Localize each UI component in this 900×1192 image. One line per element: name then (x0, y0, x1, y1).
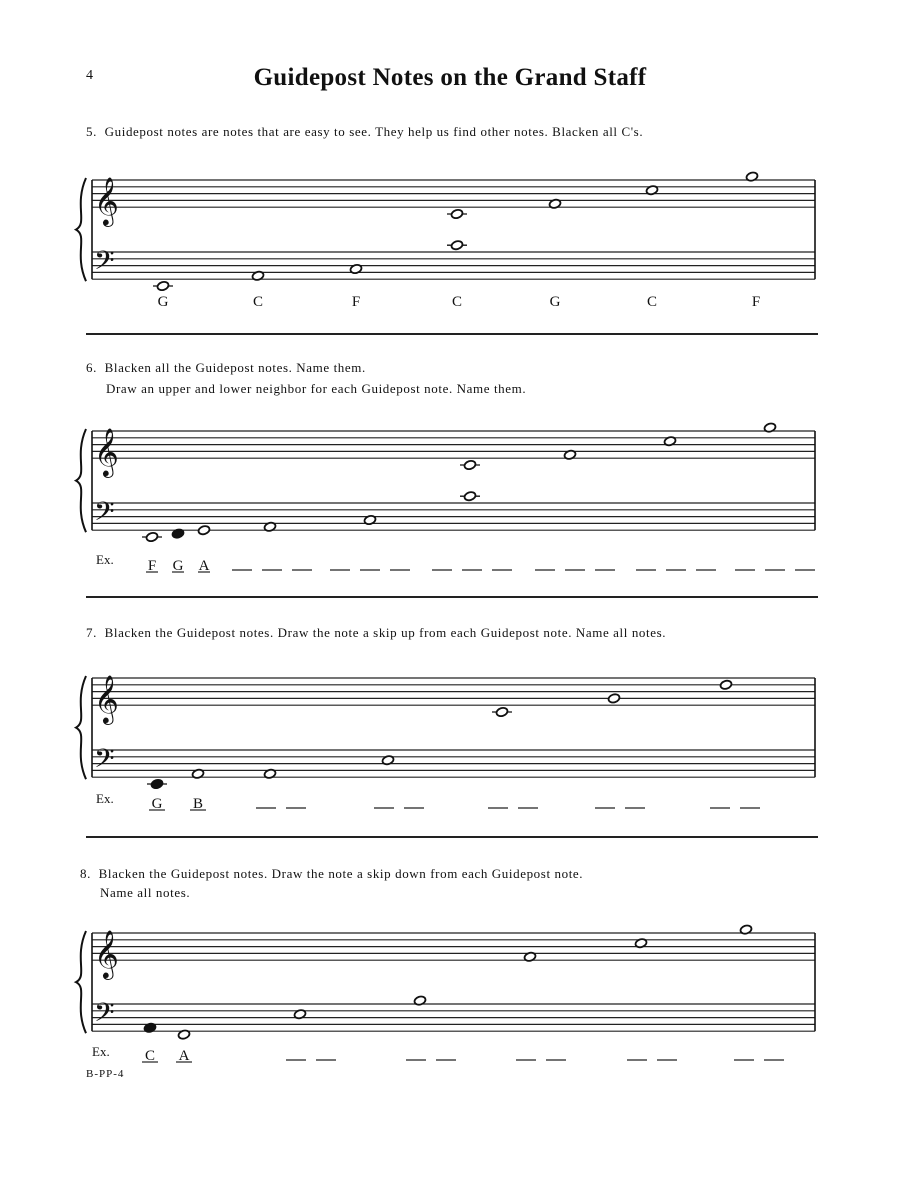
grand-staff-exercise-5 (0, 150, 900, 320)
treble-clef-icon: 𝄞 (94, 677, 119, 724)
exercise-6-instruction-line-2: Draw an upper and lower neighbor for each Guidepost note. Name them. (106, 381, 527, 396)
note-head (150, 779, 163, 790)
example-note-name: A (178, 1048, 190, 1064)
note-head (719, 679, 732, 690)
exercise-8-instruction (80, 866, 583, 882)
exercise-number: 7. (86, 625, 97, 640)
instruction-line: Blacken all the Guidepost notes. Name them. (104, 360, 366, 375)
note-name-label: G (157, 294, 169, 310)
example-note-name: F (147, 558, 157, 574)
exercise-8-instruction-line-2: Name all notes. (100, 885, 191, 900)
note-name-label: G (549, 294, 561, 310)
instruction-line: Blacken the Guidepost notes. Draw the note a skip up from each Guidepost note. Name all notes. (104, 625, 667, 640)
note-name-label: F (751, 294, 761, 310)
example-note-name: G (151, 796, 163, 812)
exercise-6-instruction (86, 360, 366, 376)
brace (76, 676, 86, 779)
example-label: Ex. (92, 1044, 110, 1059)
exercise-number: 6. (86, 360, 97, 375)
exercise-number: 8. (80, 866, 91, 881)
example-label: Ex. (96, 791, 114, 806)
divider (86, 333, 818, 335)
page-title: Guidepost Notes on the Grand Staff (253, 64, 647, 91)
instruction-line: Blacken the Guidepost notes. Draw the note a skip down from each Guidepost note. (98, 866, 584, 881)
instruction-line: Guidepost notes are notes that are easy to see. They help us find other notes. Blacken all C's. (104, 124, 644, 139)
bass-clef-icon: 𝄢 (94, 997, 115, 1034)
brace (76, 931, 86, 1033)
note-head (495, 707, 508, 718)
example-note-name: A (198, 558, 210, 574)
grand-staff-exercise-8 (0, 904, 900, 1074)
note-head (156, 281, 169, 292)
grand-staff-exercise-6 (0, 400, 900, 580)
brace (76, 429, 86, 532)
note-head (450, 240, 463, 251)
exercise-5-instruction (86, 124, 643, 140)
note-name-label: C (646, 294, 658, 310)
page-number: 4 (86, 68, 93, 83)
note-name-label: C (252, 294, 264, 310)
divider (86, 596, 818, 598)
grand-staff-exercise-7 (0, 648, 900, 820)
treble-clef-icon: 𝄞 (94, 430, 119, 477)
bass-clef-icon: 𝄢 (94, 743, 115, 780)
note-head (145, 532, 158, 543)
bass-clef-icon: 𝄢 (94, 496, 115, 533)
example-label: Ex. (96, 552, 114, 567)
bass-clef-icon: 𝄢 (94, 245, 115, 282)
treble-clef-icon: 𝄞 (94, 932, 119, 979)
note-head (463, 460, 476, 471)
treble-clef-icon: 𝄞 (94, 179, 119, 226)
note-head (450, 209, 463, 220)
exercise-7-instruction (86, 625, 666, 641)
example-note-name: B (192, 796, 204, 812)
example-note-name: C (144, 1048, 156, 1064)
note-name-label: F (351, 294, 361, 310)
page-footer-code: B-PP-4 (86, 1068, 125, 1080)
note-head (607, 693, 620, 704)
note-head (197, 525, 210, 536)
note-name-label: C (451, 294, 463, 310)
brace (76, 178, 86, 281)
note-head (463, 491, 476, 502)
divider (86, 836, 818, 838)
example-note-name: G (172, 558, 184, 574)
exercise-number: 5. (86, 124, 97, 139)
